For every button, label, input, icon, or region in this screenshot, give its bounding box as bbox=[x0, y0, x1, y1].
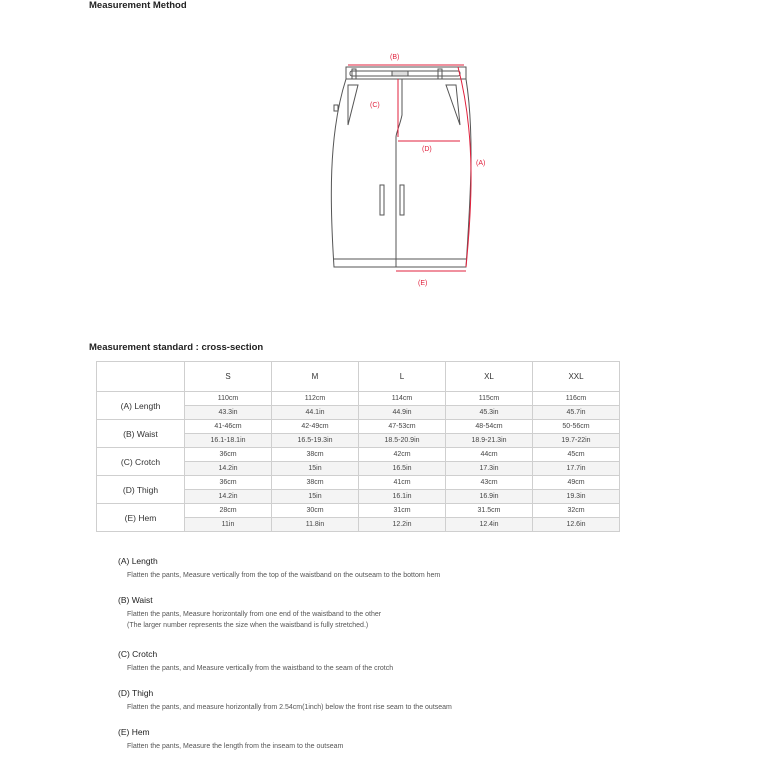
description-text: (The larger number represents the size when the waistband is fully stretched.) bbox=[127, 622, 369, 629]
table-row bbox=[97, 504, 620, 518]
cell: 45.7in bbox=[533, 406, 620, 420]
cell: 19.7-22in bbox=[533, 434, 620, 448]
cell: 31cm bbox=[359, 504, 446, 518]
row-label: (A) Length bbox=[97, 392, 185, 420]
size-table bbox=[96, 361, 620, 532]
size-header: XXL bbox=[533, 362, 620, 392]
cell: 19.3in bbox=[533, 490, 620, 504]
cell: 42-49cm bbox=[272, 420, 359, 434]
description-text: Flatten the pants, Measure horizontally from one end of the waistband to the other bbox=[127, 611, 382, 618]
cell: 44cm bbox=[446, 448, 533, 462]
cell: 36cm bbox=[185, 476, 272, 490]
cell: 44.9in bbox=[359, 406, 446, 420]
label-d: (D) bbox=[422, 146, 432, 153]
cell: 12.6in bbox=[533, 518, 620, 532]
cell: 11in bbox=[185, 518, 272, 532]
description-title: (B) Waist bbox=[118, 595, 153, 605]
description-crotch bbox=[118, 649, 393, 674]
pocket-right bbox=[446, 85, 460, 125]
cell: 16.5-19.3in bbox=[272, 434, 359, 448]
row-label: (B) Waist bbox=[97, 420, 185, 448]
cell: 42cm bbox=[359, 448, 446, 462]
cell: 17.7in bbox=[533, 462, 620, 476]
description-title: (E) Hem bbox=[118, 727, 150, 737]
cell: 110cm bbox=[185, 392, 272, 406]
description-title: (D) Thigh bbox=[118, 688, 154, 698]
size-header: XL bbox=[446, 362, 533, 392]
cell: 38cm bbox=[272, 448, 359, 462]
cell: 43cm bbox=[446, 476, 533, 490]
cell: 32cm bbox=[533, 504, 620, 518]
description-title: (C) Crotch bbox=[118, 649, 158, 659]
row-label: (C) Crotch bbox=[97, 448, 185, 476]
cell: 11.8in bbox=[272, 518, 359, 532]
size-header: S bbox=[185, 362, 272, 392]
cell: 17.3in bbox=[446, 462, 533, 476]
description-text-block bbox=[127, 609, 381, 631]
measurement-method-heading: Measurement Method bbox=[89, 0, 187, 11]
cell: 45cm bbox=[533, 448, 620, 462]
cell: 30cm bbox=[272, 504, 359, 518]
table-row bbox=[97, 448, 620, 462]
cell: 16.9in bbox=[446, 490, 533, 504]
slit-left bbox=[380, 185, 384, 215]
table-row bbox=[97, 392, 620, 406]
cell: 16.1-18.1in bbox=[185, 434, 272, 448]
buckle bbox=[392, 71, 408, 76]
label-c: (C) bbox=[370, 102, 380, 109]
cell: 41cm bbox=[359, 476, 446, 490]
description-length bbox=[118, 556, 440, 581]
cell: 12.2in bbox=[359, 518, 446, 532]
description-hem bbox=[118, 727, 343, 752]
cell: 16.5in bbox=[359, 462, 446, 476]
table-row bbox=[97, 420, 620, 434]
cell: 18.5-20.9in bbox=[359, 434, 446, 448]
cell: 45.3in bbox=[446, 406, 533, 420]
cell: 112cm bbox=[272, 392, 359, 406]
corner-cell bbox=[97, 362, 185, 392]
guide-a bbox=[458, 67, 471, 267]
slit-right bbox=[400, 185, 404, 215]
description-text: Flatten the pants, Measure the length from the inseam to the outseam bbox=[127, 743, 344, 750]
cell: 43.3in bbox=[185, 406, 272, 420]
cell: 28cm bbox=[185, 504, 272, 518]
cell: 15in bbox=[272, 462, 359, 476]
label-b: (B) bbox=[390, 54, 400, 61]
table-row bbox=[97, 476, 620, 490]
cell: 36cm bbox=[185, 448, 272, 462]
cell: 116cm bbox=[533, 392, 620, 406]
cell: 44.1in bbox=[272, 406, 359, 420]
row-label: (D) Thigh bbox=[97, 476, 185, 504]
measurement-standard-heading: Measurement standard : cross-section bbox=[89, 342, 264, 353]
cell: 41-46cm bbox=[185, 420, 272, 434]
skirt-measurement-diagram bbox=[300, 45, 500, 295]
cell: 15in bbox=[272, 490, 359, 504]
cell: 38cm bbox=[272, 476, 359, 490]
description-waist bbox=[118, 595, 381, 631]
size-header: M bbox=[272, 362, 359, 392]
pocket-left bbox=[348, 85, 358, 125]
row-label: (E) Hem bbox=[97, 504, 185, 532]
description-text: Flatten the pants, and measure horizontally from 2.54cm(1inch) below the front rise seam to the outseam bbox=[127, 704, 452, 711]
cell: 18.9-21.3in bbox=[446, 434, 533, 448]
size-header-row bbox=[97, 362, 620, 392]
cell: 16.1in bbox=[359, 490, 446, 504]
fly-curve bbox=[396, 79, 402, 137]
cell: 31.5cm bbox=[446, 504, 533, 518]
description-title: (A) Length bbox=[118, 556, 158, 566]
cell: 14.2in bbox=[185, 462, 272, 476]
cell: 50-56cm bbox=[533, 420, 620, 434]
size-header: L bbox=[359, 362, 446, 392]
cell: 49cm bbox=[533, 476, 620, 490]
cell: 115cm bbox=[446, 392, 533, 406]
description-text: Flatten the pants, and Measure vertically from the waistband to the seam of the crotch bbox=[127, 665, 394, 672]
description-thigh bbox=[118, 688, 452, 713]
cell: 114cm bbox=[359, 392, 446, 406]
label-a: (A) bbox=[476, 160, 486, 167]
side-tab bbox=[334, 105, 338, 111]
cell: 12.4in bbox=[446, 518, 533, 532]
description-text: Flatten the pants, Measure vertically from the top of the waistband on the outseam to the bottom hem bbox=[127, 572, 441, 579]
cell: 14.2in bbox=[185, 490, 272, 504]
label-e: (E) bbox=[418, 280, 428, 287]
cell: 47-53cm bbox=[359, 420, 446, 434]
cell: 48-54cm bbox=[446, 420, 533, 434]
